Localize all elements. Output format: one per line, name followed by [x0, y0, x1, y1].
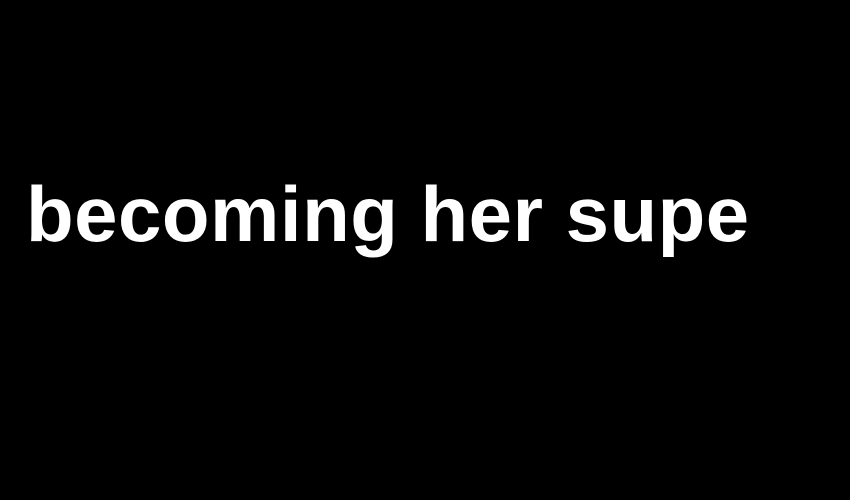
caption-text: becoming her supe — [26, 170, 750, 258]
